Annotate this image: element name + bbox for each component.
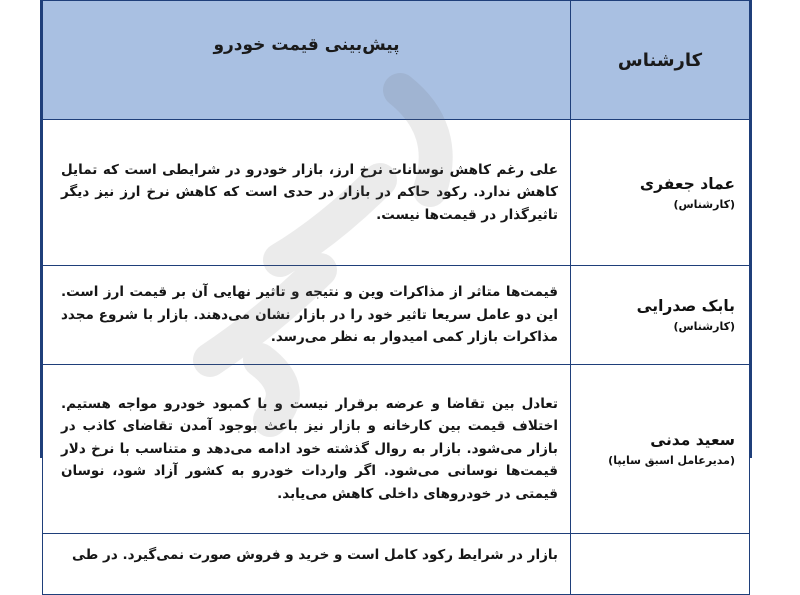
- header-forecast: پیش‌بینی قیمت خودرو: [43, 1, 571, 120]
- expert-name: سعید مدنی: [650, 431, 735, 449]
- expert-role: (کارشناس): [673, 320, 735, 333]
- expert-name: بابک صدرایی: [636, 297, 735, 315]
- expert-cell: [571, 266, 750, 365]
- forecast-text: تعادل بین تقاضا و عرضه برقرار نیست و با کمبود خودرو مواجه هستیم. اختلاف قیمت بین کارخانه و بازار نیز باعث بوجود آمدن تقاضای کاذب در بازار می‌شود. بازار به روال گذشته خود ادامه می‌دهد و متناسب با نرخ دلار قیمت‌ها نوسانی می‌شود. اگر واردات خودرو به کشور آزاد شود، نوسان قیمتی در خودروهای داخلی کاهش می‌یابد.: [43, 365, 571, 534]
- table-row: [43, 120, 750, 266]
- price-forecast-table-frame: [40, 0, 752, 563]
- price-forecast-table: [42, 0, 750, 595]
- expert-cell: [571, 534, 750, 595]
- table-row: [43, 534, 750, 595]
- expert-name: عماد جعفری: [639, 174, 735, 193]
- expert-cell: [571, 365, 750, 534]
- forecast-text: قیمت‌ها متاثر از مذاکرات وین و نتیجه و تاثیر نهایی آن بر قیمت ارز است. این دو عامل سریعا تاثیر خود را در بازار نشان می‌دهند. بازار با شروع مجدد مذاکرات بازار کمی امیدوار به نظر می‌رسد.: [43, 266, 571, 365]
- table-header-row: [43, 1, 750, 120]
- table-row: [43, 365, 750, 534]
- expert-role: (کارشناس): [673, 197, 735, 211]
- forecast-text: علی رغم کاهش نوسانات نرخ ارز، بازار خودرو در شرایطی است که تمایل کاهش ندارد. رکود حاکم در بازار در حدی است که کاهش نرخ ارز نیز دیگر تاثیرگذار در قیمت‌ها نیست.: [43, 120, 571, 266]
- forecast-text: بازار در شرایط رکود کامل است و خرید و فروش صورت نمی‌گیرد. در طی: [43, 534, 571, 595]
- header-expert: کارشناس: [571, 1, 750, 120]
- table-row: [43, 266, 750, 365]
- expert-role: (مدیرعامل اسبق سایپا): [608, 454, 735, 467]
- expert-cell: [571, 120, 750, 266]
